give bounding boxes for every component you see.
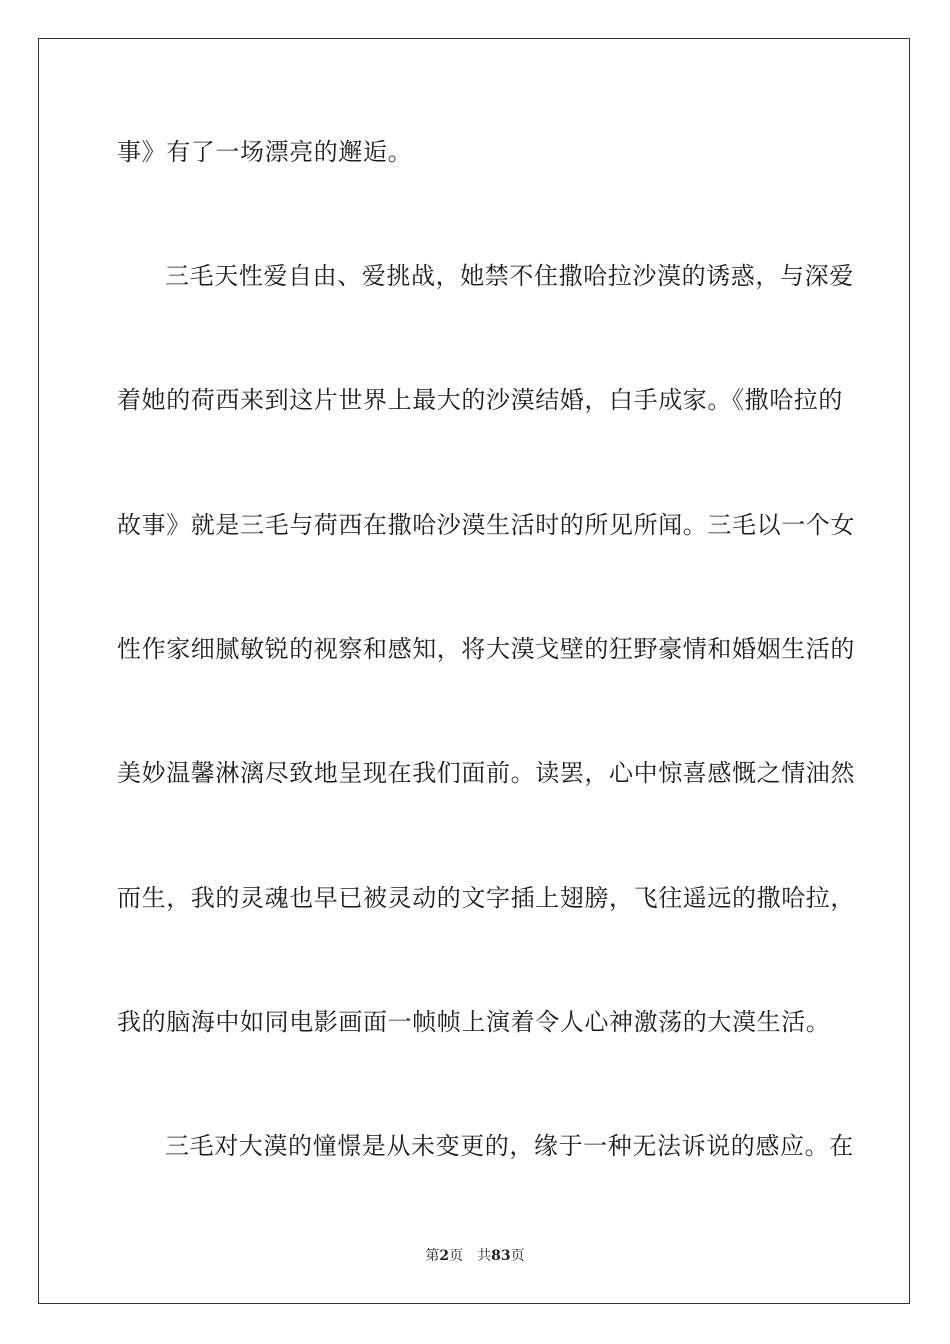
text-line-1: 事》有了一场漂亮的邂逅。 — [117, 138, 413, 166]
total-suffix: 页 — [510, 1248, 525, 1264]
text-line-9: 三毛对大漠的憧憬是从未变更的，缘于一种无法诉说的感应。在 — [165, 1132, 854, 1160]
text-line-6: 美妙温馨淋漓尽致地呈现在我们面前。读罢，心中惊喜感慨之情油然 — [117, 759, 855, 787]
page-footer — [0, 1246, 950, 1266]
page-prefix: 第 — [425, 1248, 440, 1264]
text-line-7: 而生，我的灵魂也早已被灵动的文字插上翅膀，飞往遥远的撒哈拉， — [117, 884, 855, 912]
total-pages: 83 — [491, 1248, 511, 1264]
text-line-2: 三毛天性爱自由、爱挑战，她禁不住撒哈拉沙漠的诱惑，与深爱 — [165, 262, 854, 290]
page-number: 2 — [439, 1248, 450, 1264]
text-line-3: 着她的荷西来到这片世界上最大的沙漠结婚，白手成家。《撒哈拉的 — [117, 386, 843, 414]
text-line-5: 性作家细腻敏锐的视察和感知，将大漠戈壁的狂野豪情和婚姻生活的 — [117, 635, 855, 663]
page-border — [38, 38, 910, 1304]
total-prefix: 共 — [477, 1248, 492, 1264]
text-line-8: 我的脑海中如同电影画面一帧帧上演着令人心神激荡的大漠生活。 — [117, 1008, 831, 1036]
text-line-4: 故事》就是三毛与荷西在撒哈沙漠生活时的所见所闻。三毛以一个女 — [117, 511, 855, 539]
page-suffix: 页 — [449, 1248, 464, 1264]
